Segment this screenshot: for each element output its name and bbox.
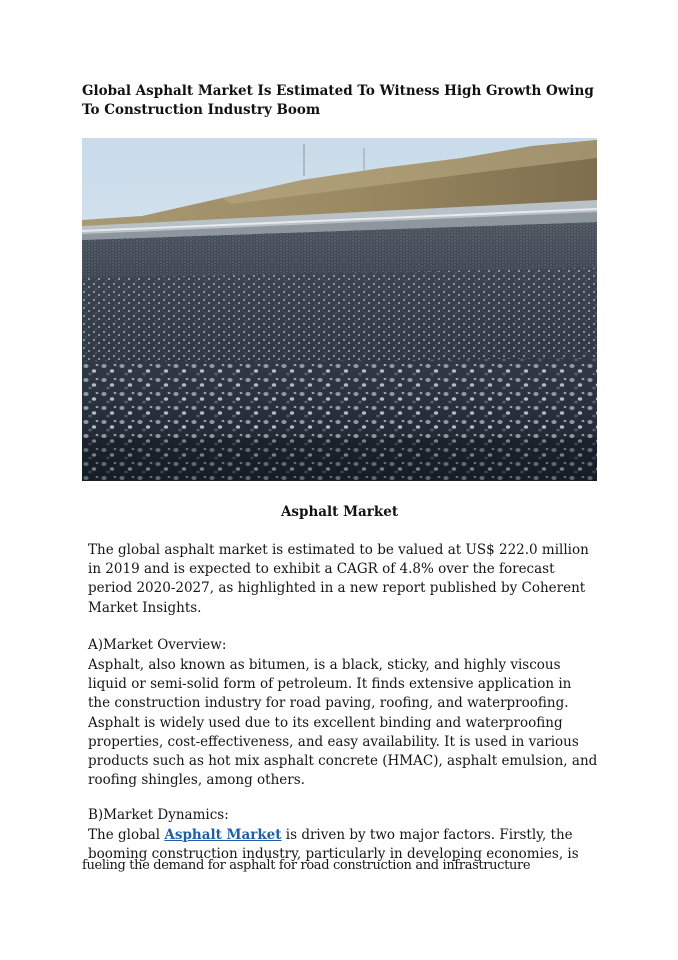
overview-paragraph	[88, 656, 603, 790]
image-caption: Asphalt Market	[280, 504, 399, 520]
overview-line: properties, cost-effectiveness, and easy availability. It is used in various	[88, 733, 579, 750]
section-b-heading: B)Market Dynamics:	[88, 807, 229, 823]
overview-line: Asphalt, also known as bitumen, is a black, sticky, and highly viscous	[88, 657, 561, 673]
dynamics-cut-line: fueling the demand for asphalt for road construction and infrastructure	[82, 858, 531, 873]
overview-line: roofing shingles, among others.	[88, 772, 305, 789]
intro-line: The global asphalt market is estimated to be valued at US$ 222.0 million	[88, 542, 589, 558]
overview-line: products such as hot mix asphalt concrete (HMAC), asphalt emulsion, and	[88, 753, 598, 770]
dynamics-line: booming construction industry, particularly in developing economies, is	[88, 846, 579, 863]
intro-line: in 2019 and is expected to exhibit a CAGR of 4.8% over the forecast	[88, 561, 555, 578]
document-title: Global Asphalt Market Is Estimated To Witness High Growth Owing To Construction Industry Boom	[82, 83, 594, 118]
overview-line: liquid or semi-solid form of petroleum. It finds extensive application in	[88, 676, 572, 693]
intro-line: period 2020-2027, as highlighted in a new report published by Coherent	[88, 580, 586, 597]
overview-line: Asphalt is widely used due to its excellent binding and waterproofing	[88, 714, 563, 731]
asphalt-market-link[interactable]: Asphalt Market	[164, 827, 282, 843]
section-a-heading: A)Market Overview:	[88, 637, 227, 653]
overview-line: the construction industry for road paving, roofing, and waterproofing.	[88, 695, 569, 712]
asphalt-road-image	[82, 138, 597, 481]
intro-line: Market Insights.	[88, 599, 202, 616]
dynamics-text: The global	[88, 827, 165, 843]
dynamics-text: is driven by two major factors. Firstly, the	[281, 827, 573, 843]
dynamics-line	[88, 826, 603, 845]
intro-paragraph	[88, 541, 603, 618]
